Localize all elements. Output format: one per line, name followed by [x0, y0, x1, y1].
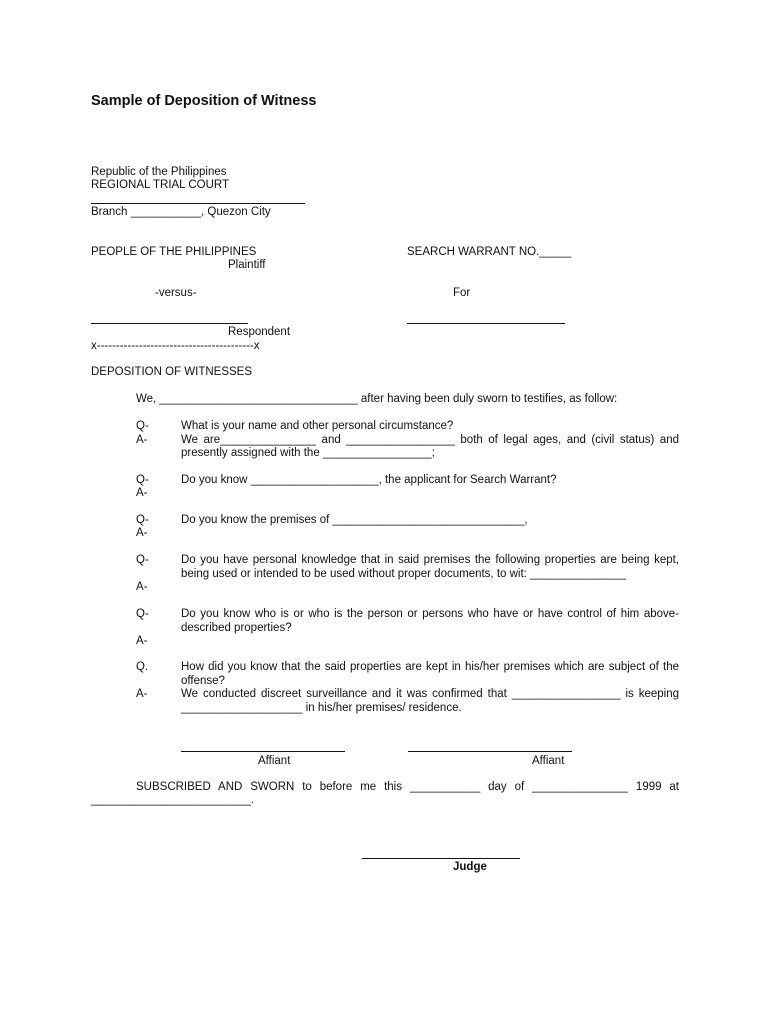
judge-label: Judge — [453, 861, 487, 873]
judge-signature-line — [362, 858, 520, 859]
q4-text-line1: Do you have personal knowledge that in said premises the following properties are being kept, — [181, 554, 679, 566]
a6-label: A- — [136, 688, 148, 700]
deposition-heading: DEPOSITION OF WITNESSES — [91, 366, 253, 378]
q3-label: Q- — [136, 514, 149, 526]
q6-text-line1: How did you know that the said properties are kept in his/her premises which are subject of the — [181, 661, 679, 673]
a1-text-line1: We are_______________ and _________________ both of legal ages, and (civil status) and — [181, 434, 679, 446]
q5-text-line1: Do you know who is or who is the person or persons who have or have control of him above- — [181, 608, 679, 620]
document-title: Sample of Deposition of Witness — [91, 93, 317, 109]
a4-label: A- — [136, 581, 148, 593]
q6-label: Q. — [136, 661, 149, 673]
a1-text-line2: presently assigned with the _________________; — [181, 447, 435, 459]
caption-plaintiff: Plaintiff — [228, 259, 266, 271]
subscribed-location: _________________________. — [91, 794, 255, 806]
q2-label: Q- — [136, 474, 149, 486]
affiant-right-signature-line — [408, 751, 572, 752]
header-republic: Republic of the Philippines — [91, 166, 227, 178]
q3-text: Do you know the premises of ______________________________, — [181, 514, 528, 526]
q1-text: What is your name and other personal circumstance? — [181, 420, 454, 432]
search-warrant-no: SEARCH WARRANT NO._____ — [407, 246, 572, 258]
affiant-left-label: Affiant — [258, 755, 291, 767]
q6-text-line2: offense? — [181, 675, 225, 687]
subscribed-sworn-statement: SUBSCRIBED AND SWORN to before me this ___________ day of _______________ 1999 at — [136, 781, 679, 793]
intro-statement: We, _______________________________ after having been duly sworn to testifies, as follow: — [136, 393, 618, 405]
q2-text: Do you know ____________________, the applicant for Search Warrant? — [181, 474, 557, 486]
a6-text-line2: ___________________ in his/her premises/ residence. — [181, 702, 462, 714]
affiant-left-signature-line — [181, 751, 345, 752]
q4-label: Q- — [136, 554, 149, 566]
caption-separator: x-----------------------------------------x — [91, 340, 260, 352]
court-name-line — [91, 203, 305, 204]
caption-people: PEOPLE OF THE PHILIPPINES — [91, 246, 257, 258]
a2-label: A- — [136, 487, 148, 499]
caption-versus: -versus- — [155, 287, 197, 299]
q5-label: Q- — [136, 608, 149, 620]
q1-label: Q- — [136, 420, 149, 432]
header-court: REGIONAL TRIAL COURT — [91, 179, 230, 191]
q5-text-line2: described properties? — [181, 622, 292, 634]
affiant-right-label: Affiant — [532, 755, 565, 767]
q4-text-line2: being used or intended to be used without proper documents, to wit: _______________ — [181, 568, 626, 580]
caption-for: For — [453, 287, 471, 299]
a3-label: A- — [136, 527, 148, 539]
header-branch: Branch ___________, Quezon City — [91, 206, 271, 218]
offense-line — [407, 323, 565, 324]
a5-label: A- — [136, 635, 148, 647]
respondent-line — [91, 323, 248, 324]
a1-label: A- — [136, 434, 148, 446]
caption-respondent: Respondent — [228, 326, 291, 338]
a6-text-line1: We conducted discreet surveillance and it was confirmed that _________________ is keeping — [181, 688, 679, 700]
